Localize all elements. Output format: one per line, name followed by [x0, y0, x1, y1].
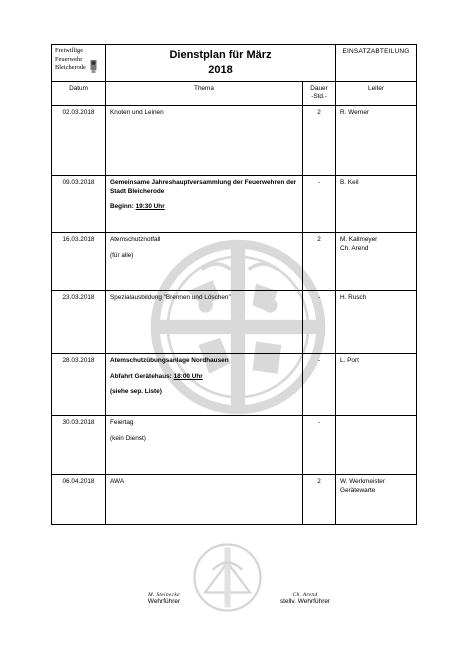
- row-departure-time: [110, 373, 298, 382]
- row-date: 16.03.2018: [52, 232, 106, 290]
- row-leader-name: W. Werkmeister: [340, 477, 385, 485]
- row-topic-text: AWA: [110, 477, 125, 485]
- row-topic-text: Gemeinsame Jahreshauptversammlung der Feuerwehren der Stadt Bleicherode: [110, 178, 297, 195]
- row-duration: 2: [303, 105, 336, 175]
- row-leader: [336, 415, 417, 474]
- row-duration: 2: [303, 474, 336, 524]
- row-topic: [106, 232, 303, 290]
- row-leader-name-2: Gerätewarte: [340, 486, 376, 494]
- row-leader: R. Werner: [336, 105, 417, 175]
- fire-brigade-logo-icon: [88, 59, 99, 73]
- row-duration: -: [303, 290, 336, 353]
- table-row: [52, 175, 417, 232]
- row-topic-text: Atemschutznotfall: [110, 235, 161, 243]
- row-leader-name-2: Ch. Arend: [340, 244, 369, 252]
- title-line1: Dienstplan für März: [169, 49, 272, 61]
- column-header-duration: [303, 81, 336, 105]
- row-duration: -: [303, 353, 336, 415]
- row-date: 06.04.2018: [52, 474, 106, 524]
- table-row: [52, 290, 417, 353]
- duration-header-line1: Dauer: [310, 84, 328, 92]
- duty-plan-table: [51, 44, 417, 525]
- row-date: 28.03.2018: [52, 353, 106, 415]
- departure-value: 18:00 Uhr: [173, 372, 203, 380]
- column-header-leader: Leiter: [336, 81, 417, 105]
- page-title: [106, 45, 336, 82]
- row-topic: [106, 474, 303, 524]
- row-topic-text: Knoten und Leinen: [110, 108, 164, 116]
- row-leader: [336, 232, 417, 290]
- row-note: (kein Dienst): [110, 434, 146, 442]
- row-start-time: [110, 203, 298, 212]
- row-topic: [106, 290, 303, 353]
- table-row: [52, 232, 417, 290]
- table-row: [52, 474, 417, 524]
- signature-role: stellv. Wehrführer: [279, 598, 331, 605]
- handwritten-signature: Ch. Arend: [292, 592, 318, 598]
- row-leader: L. Port: [336, 353, 417, 415]
- row-duration: -: [303, 415, 336, 474]
- handwritten-signature: M. Steinecke: [148, 592, 180, 598]
- signature-block-deputy: [250, 592, 360, 605]
- row-topic: [106, 415, 303, 474]
- row-leader-name: M. Kallmeyer: [340, 235, 378, 243]
- column-header-date: Datum: [52, 81, 106, 105]
- row-note: (siehe sep. Liste): [110, 388, 162, 396]
- row-topic-text: Spezialausbildung "Brennen und Löschen": [110, 293, 231, 301]
- table-row: [52, 105, 417, 175]
- row-date: 30.03.2018: [52, 415, 106, 474]
- row-topic: [106, 105, 303, 175]
- row-leader: B. Keil: [336, 175, 417, 232]
- row-topic: [106, 175, 303, 232]
- title-line2: 2018: [208, 63, 233, 76]
- row-topic: [106, 353, 303, 415]
- departure-label: Abfahrt Gerätehaus:: [110, 372, 174, 380]
- row-leader: [336, 474, 417, 524]
- organization-name-line2: Bleicherode: [55, 64, 86, 72]
- table-row: [52, 415, 417, 474]
- row-date: 09.03.2018: [52, 175, 106, 232]
- signature-block-chief: [119, 592, 209, 605]
- start-time-label: Beginn:: [110, 203, 136, 211]
- row-leader: H. Rusch: [336, 290, 417, 353]
- row-date: 23.03.2018: [52, 290, 106, 353]
- row-topic-text: Atemschutzübungsanlage Nordhausen: [110, 356, 229, 364]
- column-header-topic: Thema: [106, 81, 303, 105]
- row-duration: 2: [303, 232, 336, 290]
- row-topic-text: Feiertag: [110, 418, 134, 426]
- row-duration: -: [303, 175, 336, 232]
- organization-name-line1: Freiwillige Feuerwehr: [55, 47, 84, 63]
- duration-header-line2: -Std.-: [311, 93, 327, 101]
- start-time-value: 19:30 Uhr: [135, 203, 165, 211]
- row-date: 02.03.2018: [52, 105, 106, 175]
- signature-role: Wehrführer: [147, 598, 181, 605]
- table-row: [52, 353, 417, 415]
- department-label: EINSATZABTEILUNG: [336, 45, 417, 82]
- organization-cell: [52, 45, 106, 82]
- row-note: (für alle): [110, 251, 134, 259]
